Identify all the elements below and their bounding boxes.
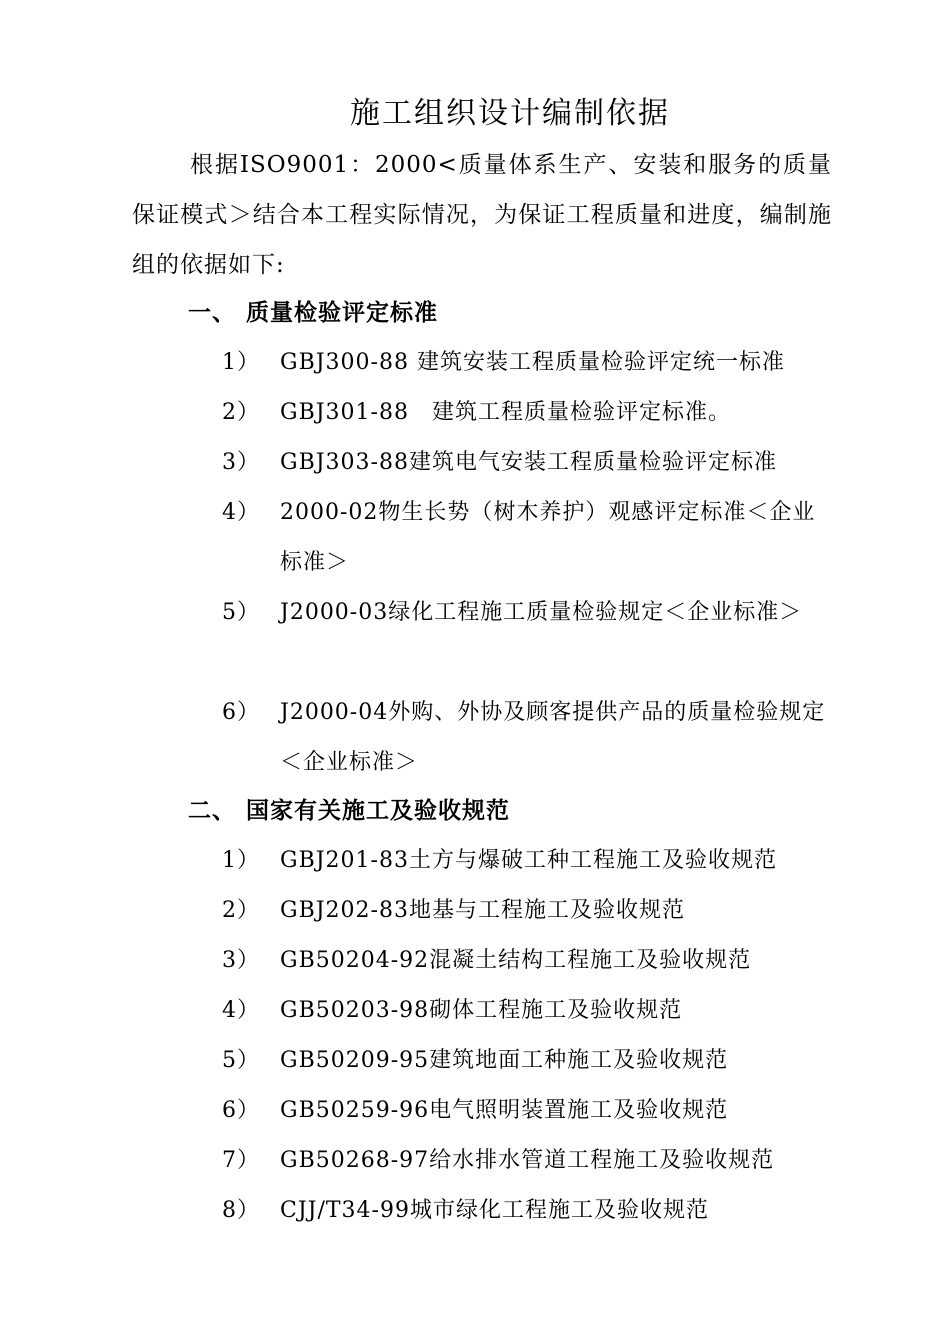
list-item [222, 338, 834, 388]
list-item-text: GBJ201-83土方与爆破工种工程施工及验收规范 [280, 848, 777, 873]
list-item [222, 388, 834, 438]
list-item-index: 4） [222, 500, 260, 525]
page-title: 施工组织设计编制依据 [350, 96, 670, 131]
list-item-index: 4） [222, 998, 260, 1023]
section-title: 质量检验评定标准 [246, 299, 438, 326]
list-item-text: GB50268-97给水排水管道工程施工及验收规范 [280, 1148, 775, 1173]
list-item-index: 5） [222, 1048, 260, 1073]
list-item-index: 2） [222, 898, 260, 923]
section-number: 一、 [188, 299, 236, 326]
list-item-text: GB50209-95建筑地面工种施工及验收规范 [280, 1048, 729, 1073]
list-item-text: GBJ202-83地基与工程施工及验收规范 [280, 898, 685, 923]
list-item [222, 1186, 834, 1236]
list-item-text: GB50203-98砌体工程施工及验收规范 [280, 998, 683, 1023]
list-item [222, 986, 834, 1036]
list-item-index: 6） [222, 700, 260, 725]
list-item-text: GBJ303-88建筑电气安装工程质量检验评定标准 [280, 450, 777, 475]
list-item-text: J2000-03绿化工程施工质量检验规定＜企业标准＞ [280, 600, 803, 625]
list-item [222, 836, 834, 886]
list-item [222, 488, 834, 588]
list-item-text: GB50204-92混凝土结构工程施工及验收规范 [280, 948, 752, 973]
list-item [222, 936, 834, 986]
list-item-index: 5） [222, 600, 260, 625]
list-item-text: 2000-02物生长势（树木养护）观感评定标准＜企业标准＞ [280, 500, 816, 575]
intro-paragraph: 根据ISO9001：2000<质量体系生产、安装和服务的质量保证模式＞结合本工程实际情况，为保证工程质量和进度，编制施组的依据如下: [132, 152, 832, 278]
list-item [222, 438, 834, 488]
list-item [222, 1136, 834, 1186]
list-item-index: 6） [222, 1098, 260, 1123]
list-item [222, 1086, 834, 1136]
list-item [222, 1036, 834, 1086]
list-item [222, 688, 834, 788]
list-item-text: GB50259-96电气照明装置施工及验收规范 [280, 1098, 729, 1123]
list-item-text: GBJ300-88 建筑安装工程质量检验评定统一标准 [280, 350, 785, 375]
list-item-index: 1） [222, 350, 260, 375]
list-item-index: 3） [222, 948, 260, 973]
list-item [222, 588, 834, 638]
list-item-index: 3） [222, 450, 260, 475]
list-item-index: 7） [222, 1148, 260, 1173]
list-item-text: CJJ/T34-99城市绿化工程施工及验收规范 [280, 1198, 709, 1223]
list-item-text: GBJ301-88 建筑工程质量检验评定标准。 [280, 400, 731, 425]
list-item-index: 2） [222, 400, 260, 425]
list-item-index: 8） [222, 1198, 260, 1223]
section-heading-construction-codes [188, 786, 510, 836]
section-heading-quality-standards [188, 288, 438, 338]
section-title: 国家有关施工及验收规范 [246, 797, 510, 824]
list-item-text: J2000-04外购、外协及顾客提供产品的质量检验规定＜企业标准＞ [280, 700, 826, 775]
list-item-index: 1） [222, 848, 260, 873]
list-item [222, 886, 834, 936]
section-number: 二、 [188, 797, 236, 824]
